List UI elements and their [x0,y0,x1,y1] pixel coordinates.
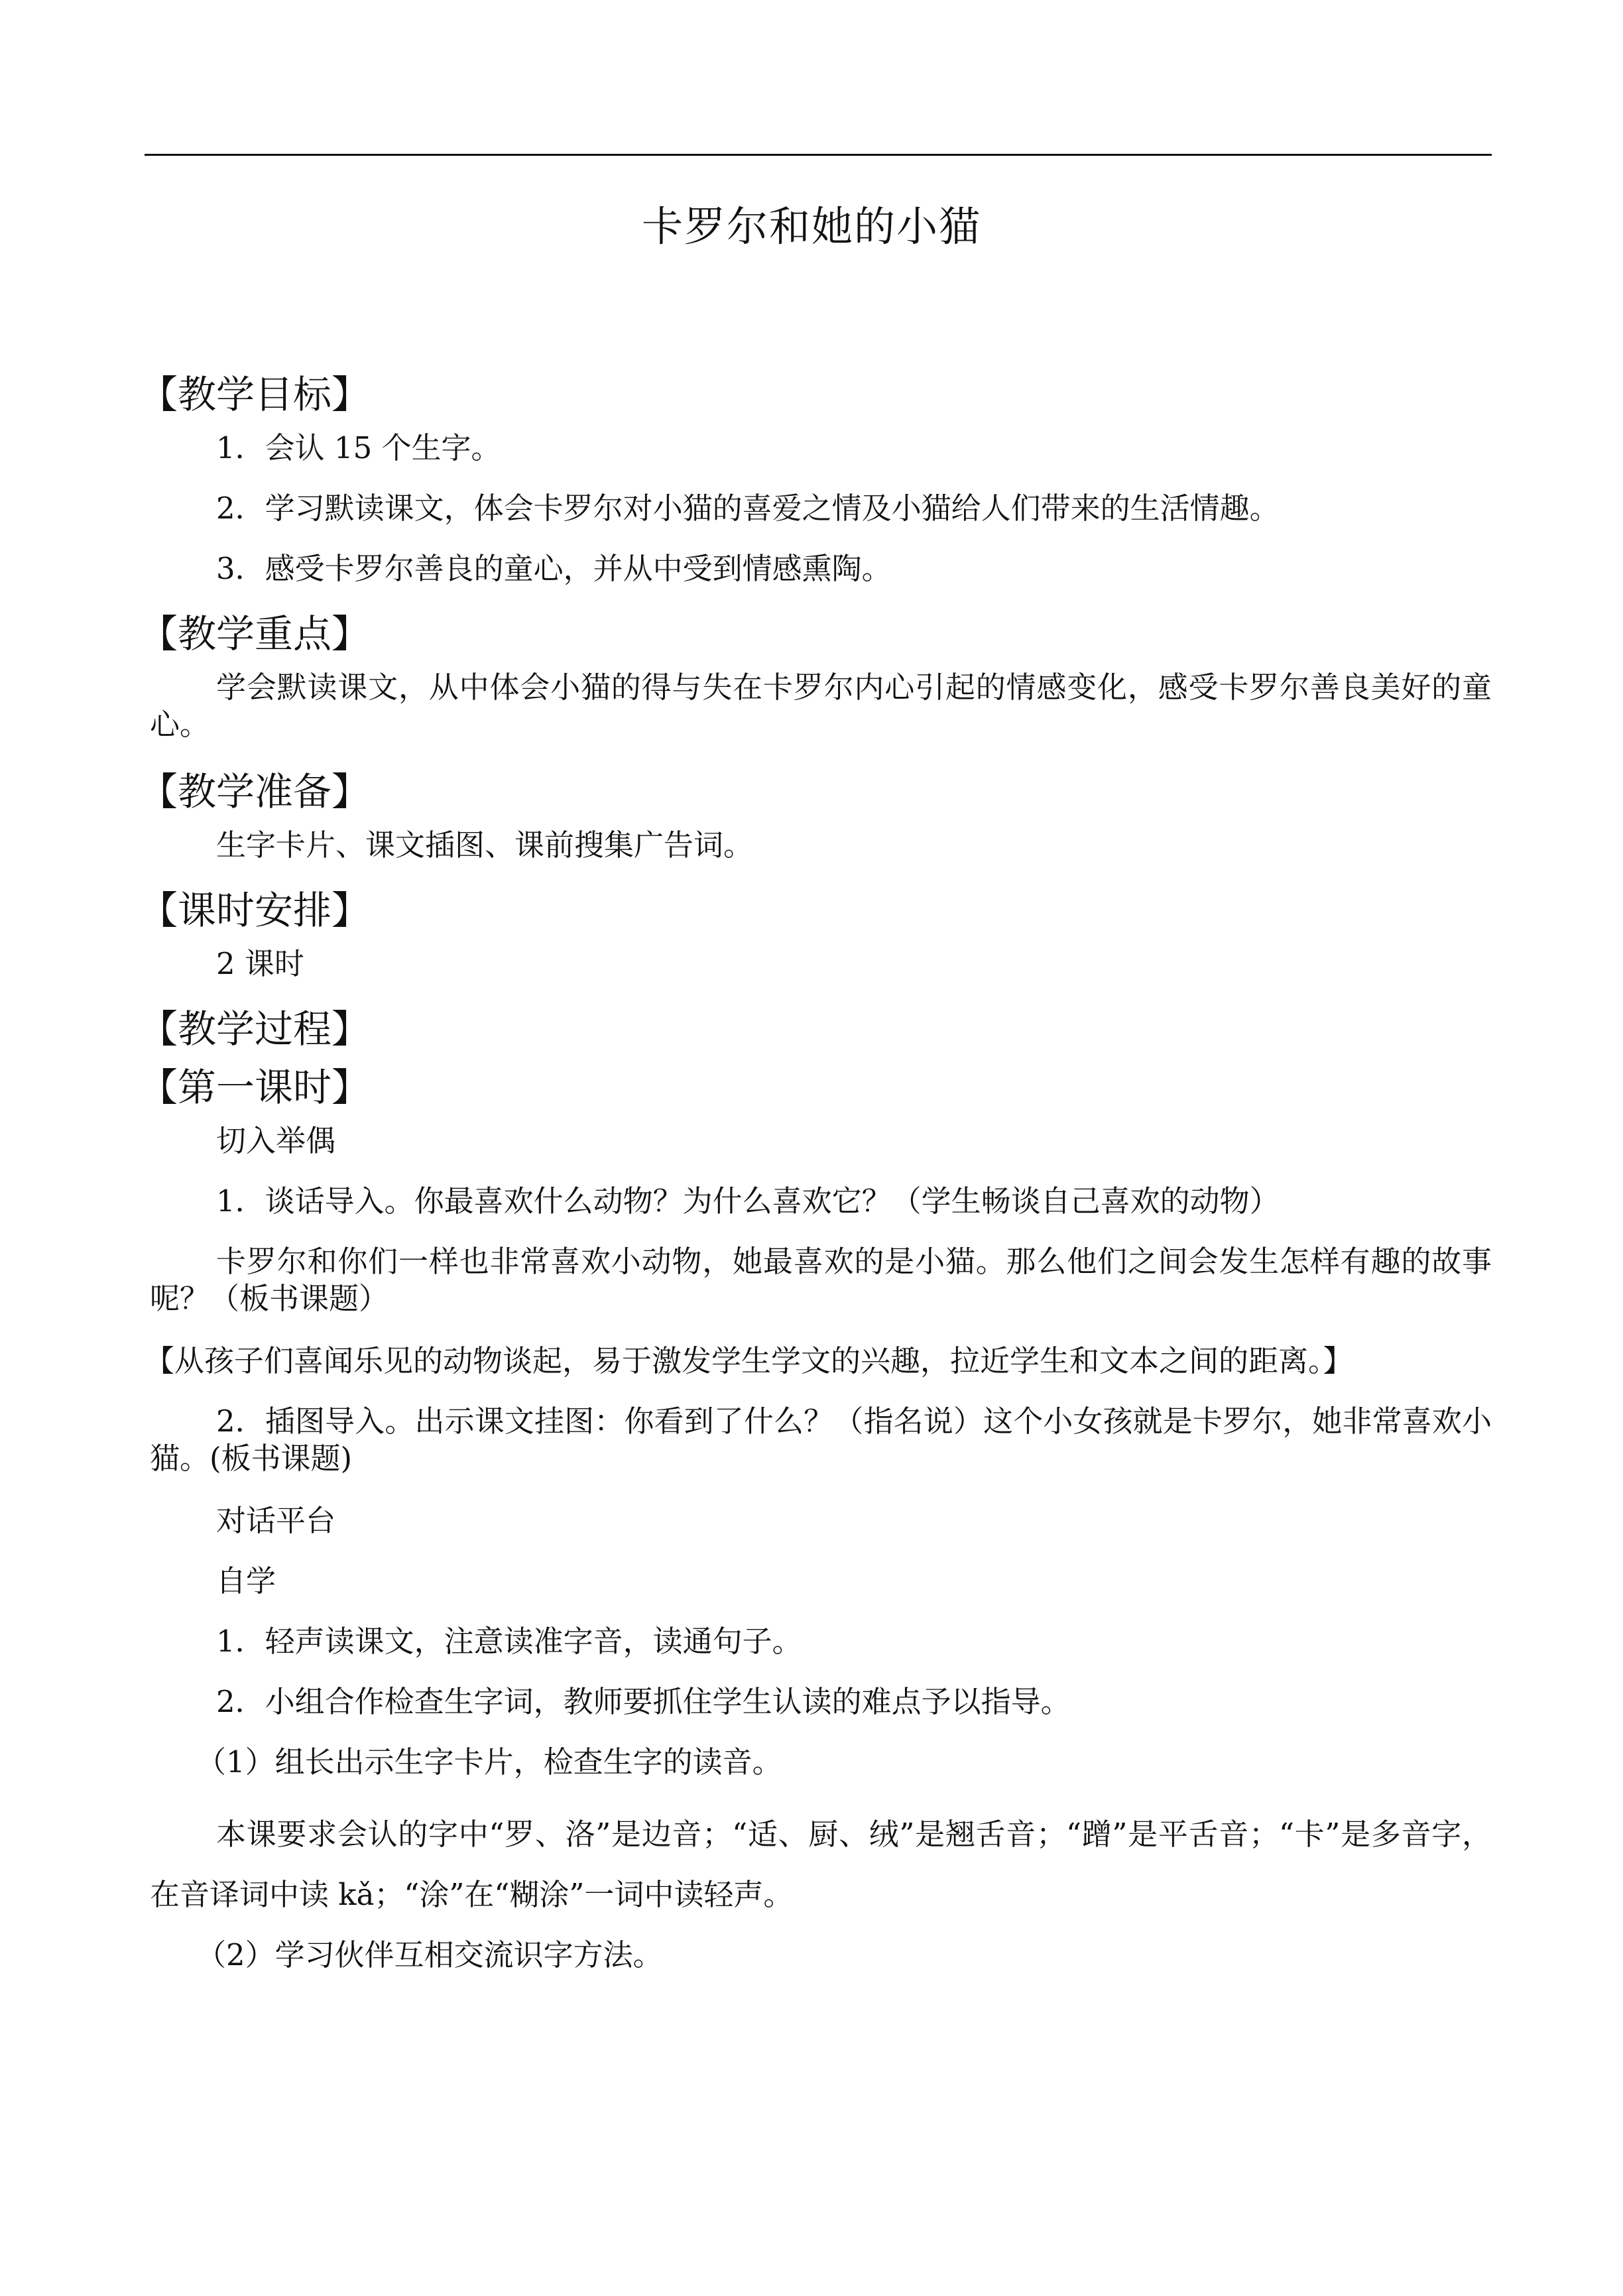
intro-paragraph: 卡罗尔和你们一样也非常喜欢小动物，她最喜欢的是小猫。那么他们之间会发生怎样有趣的故事呢？（板书课题） [150,1244,1492,1316]
heading-first-lesson: 【第一课时】 [139,1065,371,1110]
self-study-substep: （2）学习伙伴互相交流识字方法。 [196,1937,663,1972]
intro-step: 2．插图导入。出示课文挂图：你看到了什么？（指名说）这个小女孩就是卡罗尔，她非常喜欢小猫。(板书课题) [150,1404,1492,1476]
heading-process: 【教学过程】 [139,1006,371,1052]
heading-goals: 【教学目标】 [139,372,371,417]
teaching-note: 【从孩子们喜闻乐见的动物谈起，易于激发学生学文的兴趣，拉近学生和文本之间的距离。】 [145,1343,1353,1378]
intro-step: 1．谈话导入。你最喜欢什么动物？为什么喜欢它？（学生畅谈自己喜欢的动物） [216,1183,1280,1219]
goal-item: 1．会认 15 个生字。 [216,430,501,465]
self-study-substep: （1）组长出示生字卡片，检查生字的读音。 [196,1744,782,1780]
self-study-step: 2．小组合作检查生字词，教师要抓住学生认读的难点予以指导。 [216,1684,1071,1719]
self-study-step: 1．轻声读课文，注意读准字音，读通句子。 [216,1624,802,1659]
page-title: 卡罗尔和她的小猫 [641,202,981,251]
goal-item: 3．感受卡罗尔善良的童心，并从中受到情感熏陶。 [216,551,892,586]
heading-schedule: 【课时安排】 [139,888,371,933]
heading-preparation: 【教学准备】 [139,769,371,814]
pronunciation-notes: 本课要求会认的字中“罗、洛”是边音；“适、厨、绒”是翘舌音；“蹭”是平舌音；“卡”是多音字，在音译词中读 kǎ；“涂”在“糊涂”一词中读轻声。 [150,1817,1492,1912]
preparation-text: 生字卡片、课文插图、课前搜集广告词。 [216,827,754,863]
goal-item: 2．学习默读课文，体会卡罗尔对小猫的喜爱之情及小猫给人们带来的生活情趣。 [216,491,1280,526]
section-label-self-study: 自学 [216,1563,276,1599]
document-body [139,371,1492,1997]
section-label-dialog: 对话平台 [216,1503,336,1538]
header-rule [145,154,1492,156]
heading-key-points: 【教学重点】 [139,611,371,656]
schedule-text: 2 课时 [216,946,304,981]
key-points-text: 学会默读课文，从中体会小猫的得与失在卡罗尔内心引起的情感变化，感受卡罗尔善良美好的童心。 [150,670,1492,742]
section-label-intro: 切入举偶 [216,1123,336,1158]
